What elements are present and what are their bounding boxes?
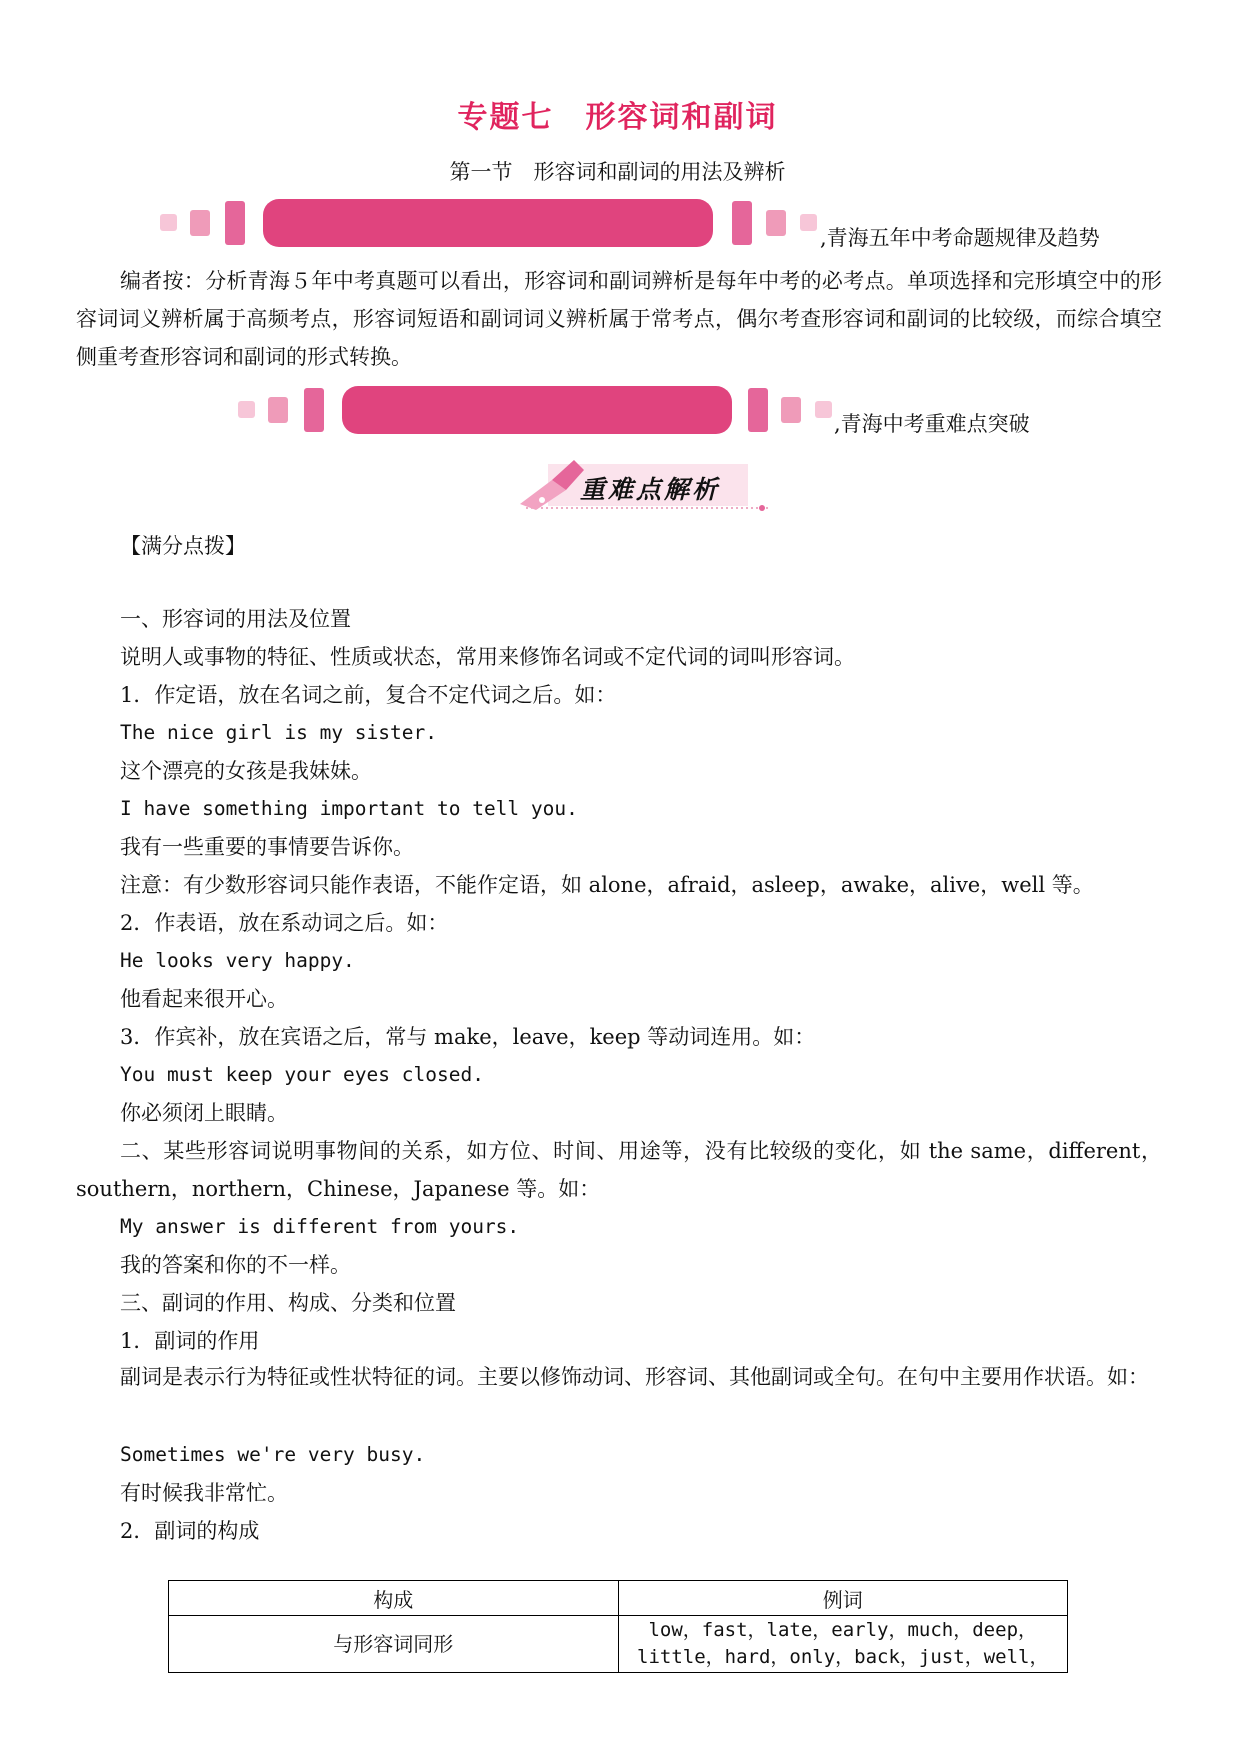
rule-point: 2．副词的构成 bbox=[120, 1519, 260, 1543]
page-title: 专题七 形容词和副词 bbox=[457, 100, 778, 135]
key-points-badge bbox=[512, 450, 770, 520]
adverb-formation-table bbox=[168, 1580, 1068, 1673]
banner-square-left bbox=[304, 388, 324, 432]
section-subtitle: 第一节 形容词和副词的用法及辨析 bbox=[449, 160, 786, 184]
banner-square-left bbox=[160, 214, 177, 231]
banner-square-left bbox=[238, 401, 255, 418]
table-cell-examples bbox=[618, 1616, 1068, 1673]
section-paragraph: 二、某些形容词说明事物间的关系，如方位、时间、用途等，没有比较级的变化，如 the same，different，southern，northern，Chinese，Japanese 等。如： bbox=[76, 1139, 1162, 1201]
banner-breakthrough bbox=[238, 385, 1138, 435]
example-english: My answer is different from yours. bbox=[120, 1215, 520, 1238]
banner-square-right bbox=[732, 201, 752, 245]
rule-point: 1．作定语，放在名词之前，复合不定代词之后。如： bbox=[120, 683, 617, 707]
banner-trend bbox=[160, 198, 1160, 248]
rule-point: 3．作宾补，放在宾语之后，常与 make，leave，keep 等动词连用。如： bbox=[120, 1025, 816, 1049]
table-header-examples: 例词 bbox=[618, 1581, 1068, 1616]
definition-paragraph: 副词是表示行为特征或性状特征的词。主要以修饰动词、形容词、其他副词或全句。在句中主要用作状语。如： bbox=[120, 1365, 1149, 1389]
banner-square-right bbox=[800, 214, 817, 231]
example-chinese: 有时候我非常忙。 bbox=[120, 1481, 288, 1505]
banner-bar bbox=[263, 199, 713, 247]
rule-point: 2．作表语，放在系动词之后。如： bbox=[120, 911, 449, 935]
example-chinese: 他看起来很开心。 bbox=[120, 987, 288, 1011]
banner-square-right bbox=[781, 397, 801, 423]
section-heading: 三、副词的作用、构成、分类和位置 bbox=[120, 1291, 456, 1315]
table-row bbox=[169, 1616, 1068, 1673]
example-english: Sometimes we're very busy. bbox=[120, 1443, 426, 1466]
banner-square-left bbox=[225, 201, 245, 245]
example-english: You must keep your eyes closed. bbox=[120, 1063, 484, 1086]
intro-paragraph: 编者按：分析青海５年中考真题可以看出，形容词和副词辨析是每年中考的必考点。单项选择和完形填空中的形容词词义辨析属于高频考点，形容词短语和副词词义辨析属于常考点，偶尔考查形容词和副词的比较级，而综合填空侧重考查形容词和副词的形式转换。 bbox=[76, 269, 1162, 369]
banner-square-right bbox=[815, 401, 832, 418]
tip-heading: 【满分点拨】 bbox=[120, 534, 246, 558]
banner-square-right bbox=[748, 388, 768, 432]
table-header-row bbox=[169, 1581, 1068, 1616]
example-chinese: 你必须闭上眼睛。 bbox=[120, 1101, 288, 1125]
banner-label: ,青海中考重难点突破 bbox=[834, 412, 1030, 436]
note-text: 注意：有少数形容词只能作表语，不能作定语，如 alone，afraid，asleep，awake，alive，well 等。 bbox=[120, 873, 1094, 897]
banner-square-left bbox=[190, 210, 210, 236]
badge-label: 重难点解析 bbox=[580, 475, 721, 504]
banner-square-left bbox=[268, 397, 288, 423]
banner-label: ,青海五年中考命题规律及趋势 bbox=[820, 226, 1100, 250]
table-header-form: 构成 bbox=[169, 1581, 619, 1616]
example-chinese: 我的答案和你的不一样。 bbox=[120, 1253, 351, 1277]
example-chinese: 我有一些重要的事情要告诉你。 bbox=[120, 835, 414, 859]
definition-text: 说明人或事物的特征、性质或状态，常用来修饰名词或不定代词的词叫形容词。 bbox=[120, 645, 855, 669]
table-cell-form: 与形容词同形 bbox=[169, 1616, 619, 1673]
example-chinese: 这个漂亮的女孩是我妹妹。 bbox=[120, 759, 372, 783]
example-english: The nice girl is my sister. bbox=[120, 721, 437, 744]
example-english: He looks very happy. bbox=[120, 949, 355, 972]
banner-bar bbox=[342, 386, 732, 434]
rule-point: 1．副词的作用 bbox=[120, 1329, 260, 1353]
examples-line: low，fast，late，early，much，deep， bbox=[648, 1619, 1038, 1641]
example-english: I have something important to tell you. bbox=[120, 797, 578, 820]
examples-line: little，hard，only，back，just，well， bbox=[637, 1646, 1049, 1668]
section-heading: 一、形容词的用法及位置 bbox=[120, 607, 351, 631]
banner-square-right bbox=[766, 210, 786, 236]
